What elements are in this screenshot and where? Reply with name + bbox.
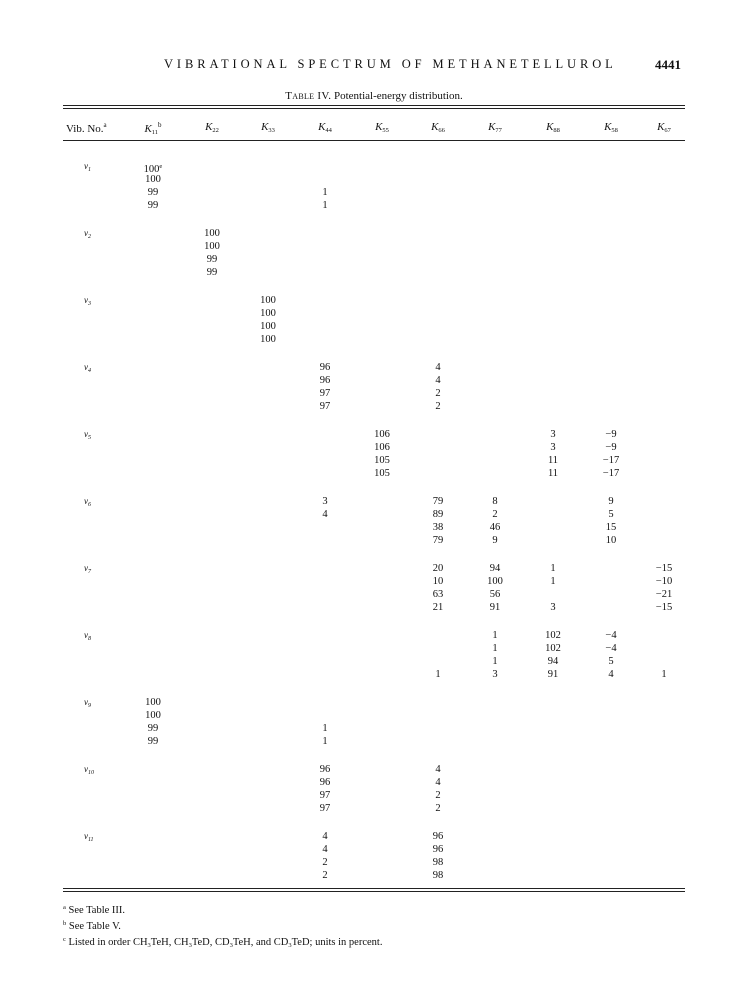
table-caption-text: Potential-energy distribution. (334, 90, 463, 102)
table-cell: 100 (204, 241, 220, 252)
vib-mode-label: $\nu_{10}$ (84, 764, 94, 776)
table-cell: 1 (435, 669, 441, 680)
table-cell: −21 (655, 589, 673, 600)
table-cell: 100 (487, 576, 503, 587)
table-caption (0, 90, 748, 102)
table-cell: 2 (435, 388, 441, 399)
vib-mode-label: $\nu_4$ (84, 362, 91, 374)
table-cell: 89 (432, 509, 444, 520)
table-cell: 20 (432, 563, 444, 574)
table-cell: 4 (435, 362, 441, 373)
footnote-a: $^a$ See Table III. (63, 904, 126, 916)
header-k58: $K_{58}$ (604, 121, 618, 134)
table-cell: −9 (605, 429, 617, 440)
table-cell: 2 (435, 803, 441, 814)
header-k11: $K_{11}^b$ (144, 121, 162, 136)
table-cell: −17 (602, 455, 620, 466)
table-cell: −17 (602, 468, 620, 479)
table-cell: 97 (319, 401, 331, 412)
table-cell: 5 (608, 509, 614, 520)
table-cell: 97 (319, 803, 331, 814)
table-cell: 102 (545, 643, 561, 654)
table-cell: −4 (605, 630, 617, 641)
table-cell: 11 (547, 468, 559, 479)
table-cell: 2 (435, 401, 441, 412)
table-cell: 100 (145, 697, 161, 708)
header-k88: $K_{88}$ (546, 121, 560, 134)
table-cell: 5 (608, 656, 614, 667)
table-cell: −10 (655, 576, 673, 587)
table-cell: 1 (492, 630, 498, 641)
table-cell: 100 (204, 228, 220, 239)
vib-mode-label: $\nu_6$ (84, 496, 91, 508)
table-cell: 9 (608, 496, 614, 507)
table-cell: 91 (547, 669, 559, 680)
table-cell: 1 (550, 563, 556, 574)
table-cell: −4 (605, 643, 617, 654)
table-cell: 100 (260, 308, 276, 319)
table-cell: −9 (605, 442, 617, 453)
header-k44: $K_{44}$ (318, 121, 332, 134)
table-cell: 9 (492, 535, 498, 546)
table-cell: 99 (147, 723, 159, 734)
table-cell: 106 (374, 442, 390, 453)
table-cell: 100 (260, 334, 276, 345)
table-cell: 15 (605, 522, 617, 533)
table-cell: 2 (322, 870, 328, 881)
table-cell: 38 (432, 522, 444, 533)
table-cell: 3 (322, 496, 328, 507)
table-caption-label: Table IV. (285, 90, 332, 102)
table-cell: −15 (655, 602, 673, 613)
table-cell: 99 (147, 736, 159, 747)
table-cell: 1 (550, 576, 556, 587)
table-cell: 63 (432, 589, 444, 600)
table-cell: 1 (492, 643, 498, 654)
vib-mode-label: $\nu_1$ (84, 161, 91, 173)
header-k67: $K_{67}$ (657, 121, 671, 134)
table-cell: 4 (322, 509, 328, 520)
table-cell: 79 (432, 496, 444, 507)
table-cell: 99 (147, 187, 159, 198)
table-cell: 3 (550, 602, 556, 613)
vib-mode-label: $\nu_7$ (84, 563, 91, 575)
table-cell: 98 (432, 870, 444, 881)
table-cell: 96 (432, 831, 444, 842)
table-cell: 100e (143, 163, 163, 175)
table-cell: 56 (489, 589, 501, 600)
table-cell: 105 (374, 468, 390, 479)
table-top-rule-inner (63, 108, 685, 109)
table-cell: 94 (547, 656, 559, 667)
table-cell: 4 (435, 375, 441, 386)
table-cell: 3 (492, 669, 498, 680)
table-cell: 96 (432, 844, 444, 855)
table-cell: 91 (489, 602, 501, 613)
table-cell: 96 (319, 362, 331, 373)
header-k77: $K_{77}$ (488, 121, 502, 134)
table-cell: 1 (322, 187, 328, 198)
table-cell: 98 (432, 857, 444, 868)
header-k22: $K_{22}$ (205, 121, 219, 134)
table-cell: 1 (492, 656, 498, 667)
header-k66: $K_{66}$ (431, 121, 445, 134)
footnote-b: $^b$ See Table V. (63, 920, 121, 932)
vib-mode-label: $\nu_2$ (84, 228, 91, 240)
table-top-rule (63, 105, 685, 106)
running-title: VIBRATIONAL SPECTRUM OF METHANETELLUROL (164, 57, 617, 71)
table-cell: 4 (435, 777, 441, 788)
table-cell: 2 (492, 509, 498, 520)
table-cell: 99 (206, 267, 218, 278)
table-cell: 21 (432, 602, 444, 613)
table-cell: 106 (374, 429, 390, 440)
page-number: 4441 (655, 57, 681, 72)
table-cell: −15 (655, 563, 673, 574)
table-cell: 1 (322, 723, 328, 734)
header-k55: $K_{55}$ (375, 121, 389, 134)
footnotes (63, 901, 382, 952)
table-bottom-rule-inner (63, 891, 685, 892)
table-cell: 2 (322, 857, 328, 868)
table-cell: 102 (545, 630, 561, 641)
table-cell: 10 (605, 535, 617, 546)
header-k33: $K_{33}$ (261, 121, 275, 134)
vib-mode-label: $\nu_9$ (84, 697, 91, 709)
table-cell: 1 (661, 669, 667, 680)
table-cell: 3 (550, 442, 556, 453)
header-bottom-rule (63, 140, 685, 141)
vib-mode-label: $\nu_5$ (84, 429, 91, 441)
table-cell: 100 (145, 174, 161, 185)
table-cell: 11 (547, 455, 559, 466)
table-cell: 100 (260, 295, 276, 306)
table-cell: 96 (319, 777, 331, 788)
vib-mode-label: $\nu_{11}$ (84, 831, 94, 843)
table-cell: 99 (147, 200, 159, 211)
table-cell: 4 (608, 669, 614, 680)
table-header-row (0, 121, 748, 137)
table-cell: 97 (319, 388, 331, 399)
table-cell: 94 (489, 563, 501, 574)
table-cell: 96 (319, 375, 331, 386)
vib-mode-label: $\nu_8$ (84, 630, 91, 642)
table-cell: 1 (322, 200, 328, 211)
table-cell: 100 (260, 321, 276, 332)
footnote-c: $^c$ Listed in order $CH_3TeH$, $CH_3TeD$, $CD_3TeH$, and $CD_3TeD$; units in percent. (63, 936, 383, 949)
table-cell: 99 (206, 254, 218, 265)
table-bottom-rule (63, 888, 685, 889)
table-cell: 10 (432, 576, 444, 587)
table-cell: 46 (489, 522, 501, 533)
table-cell: 105 (374, 455, 390, 466)
table-cell: 4 (322, 844, 328, 855)
table-cell: 100 (145, 710, 161, 721)
running-head (0, 57, 748, 75)
table-cell: 2 (435, 790, 441, 801)
table-cell: 79 (432, 535, 444, 546)
table-cell: 4 (322, 831, 328, 842)
table-cell: 8 (492, 496, 498, 507)
table-cell: 97 (319, 790, 331, 801)
table-cell: 96 (319, 764, 331, 775)
table-cell: 3 (550, 429, 556, 440)
header-vib-no: Vib. No.$^a$ (66, 121, 107, 135)
table-cell: 4 (435, 764, 441, 775)
table-cell: 1 (322, 736, 328, 747)
vib-mode-label: $\nu_3$ (84, 295, 91, 307)
